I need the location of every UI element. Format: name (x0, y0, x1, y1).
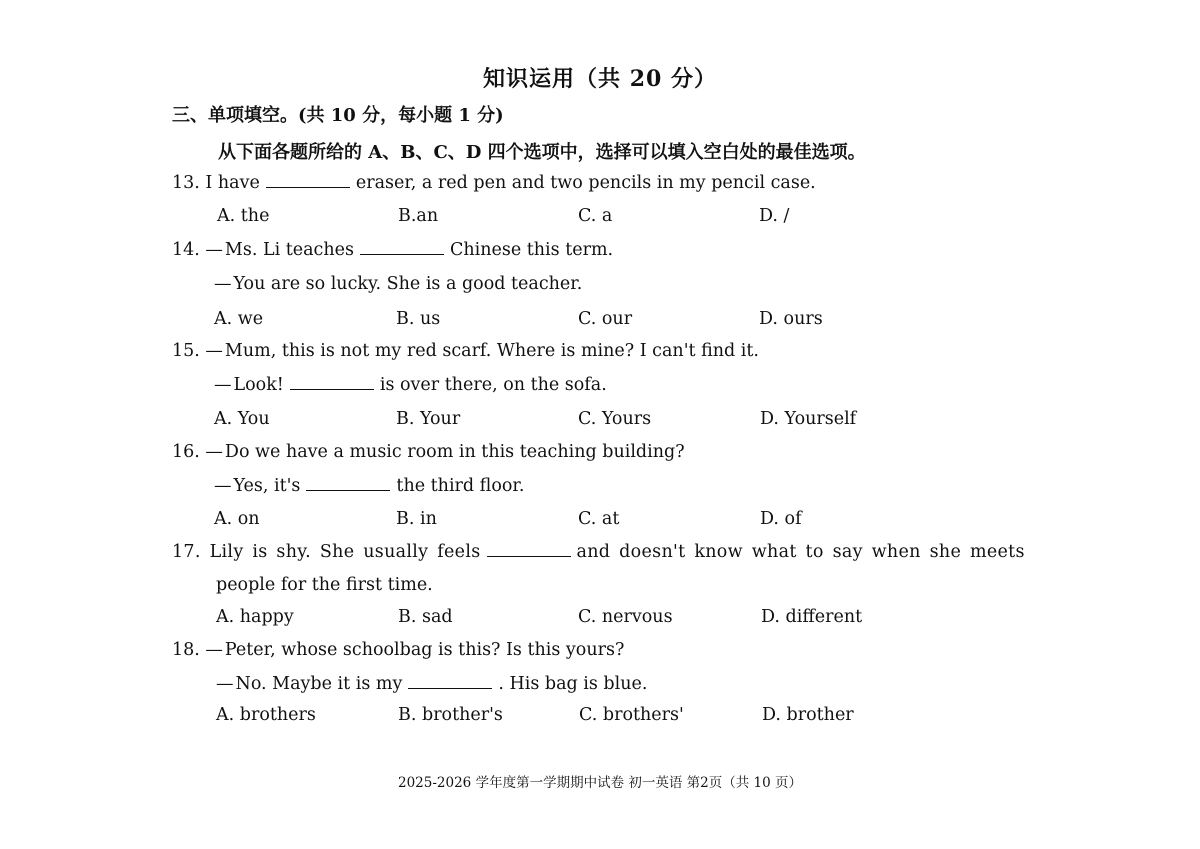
answer-blank (306, 489, 390, 491)
option-a: A. brothers (216, 705, 316, 725)
question-13-line-1 (172, 173, 816, 193)
option-d: D. brother (762, 705, 854, 725)
option-b: B. Your (396, 409, 461, 429)
question-text: Mum, this is not my red scarf. Where is mine? I can't find it. (224, 341, 759, 361)
question-text-after: is over there, on the sofa. (379, 375, 607, 395)
dialogue-dash: — (205, 640, 223, 660)
question-text-before: Ms. Li teaches (224, 240, 354, 260)
question-text: Do we have a music room in this teaching building? (224, 442, 685, 462)
option-d: D. ours (759, 309, 823, 329)
answer-blank (408, 687, 492, 689)
question-15-line-2 (214, 375, 607, 395)
instruction-text: 从下面各题所给的 A、B、C、D 四个选项中，选择可以填入空白处的最佳选项。 (218, 142, 866, 163)
question-14-line-1 (172, 240, 613, 260)
option-b: B. brother's (398, 705, 503, 725)
question-text-before: I have (205, 173, 260, 193)
question-18-line-1 (172, 640, 624, 660)
question-text-after: the third floor. (396, 476, 525, 496)
option-a: A. on (214, 509, 260, 529)
option-d: D. / (759, 206, 790, 226)
option-a: A. You (214, 409, 270, 429)
question-14-line-2 (214, 274, 582, 294)
dialogue-dash: — (205, 240, 223, 260)
option-c: C. nervous (578, 607, 673, 627)
section-heading: 三、单项填空。(共 10 分，每小题 1 分) (172, 105, 504, 126)
question-18-line-2 (216, 674, 647, 694)
question-number: 13. (172, 173, 200, 193)
option-b: B. us (396, 309, 441, 329)
question-number: 16. (172, 442, 200, 462)
question-text-after: . His bag is blue. (498, 674, 648, 694)
option-b: B. in (396, 509, 437, 529)
option-d: D. of (760, 509, 802, 529)
dialogue-dash: — (214, 274, 232, 294)
question-text-after: Chinese this term. (449, 240, 614, 260)
question-number: 18. (172, 640, 200, 660)
option-c: C. at (578, 509, 620, 529)
option-b: B. sad (398, 607, 453, 627)
option-a: A. happy (216, 607, 294, 627)
question-number: 14. (172, 240, 200, 260)
option-d: D. Yourself (760, 409, 857, 429)
option-c: C. our (578, 309, 633, 329)
option-a: A. we (214, 309, 264, 329)
dialogue-dash: — (214, 476, 232, 496)
question-number: 15. (172, 341, 200, 361)
dialogue-dash: — (205, 341, 223, 361)
question-16-line-2 (214, 476, 524, 496)
question-text: You are so lucky. She is a good teacher. (233, 274, 583, 294)
dialogue-dash: — (205, 442, 223, 462)
question-16-line-1 (172, 442, 685, 462)
option-b: B.an (398, 206, 439, 226)
answer-blank (290, 388, 374, 390)
answer-blank (360, 253, 444, 255)
option-c: C. brothers' (579, 705, 684, 725)
page-title: 知识运用（共 20 分） (483, 66, 717, 92)
question-text-after: eraser, a red pen and two pencils in my pencil case. (355, 173, 816, 193)
question-text: people for the first time. (216, 575, 433, 595)
question-text-before: Yes, it's (233, 476, 301, 496)
question-17-line-2 (216, 575, 433, 595)
page-footer: 2025-2026 学年度第一学期期中试卷 初一英语 第2页（共 10 页） (398, 775, 802, 791)
question-text-before: No. Maybe it is my (235, 674, 403, 694)
question-text: Peter, whose schoolbag is this? Is this yours? (224, 640, 625, 660)
question-number: 17. (172, 542, 201, 562)
dialogue-dash: — (216, 674, 234, 694)
question-15-line-1 (172, 341, 759, 361)
option-c: C. a (578, 206, 613, 226)
answer-blank (266, 186, 350, 188)
answer-blank (487, 555, 571, 557)
dialogue-dash: — (214, 375, 232, 395)
question-text-before: Look! (233, 375, 284, 395)
question-text-before: Lily is shy. She usually feels (209, 542, 481, 562)
option-d: D. different (761, 607, 863, 627)
question-17-line-1 (172, 542, 1025, 562)
option-c: C. Yours (578, 409, 652, 429)
question-text-after: and doesn't know what to say when she meets (576, 542, 1025, 562)
option-a: A. the (217, 206, 270, 226)
